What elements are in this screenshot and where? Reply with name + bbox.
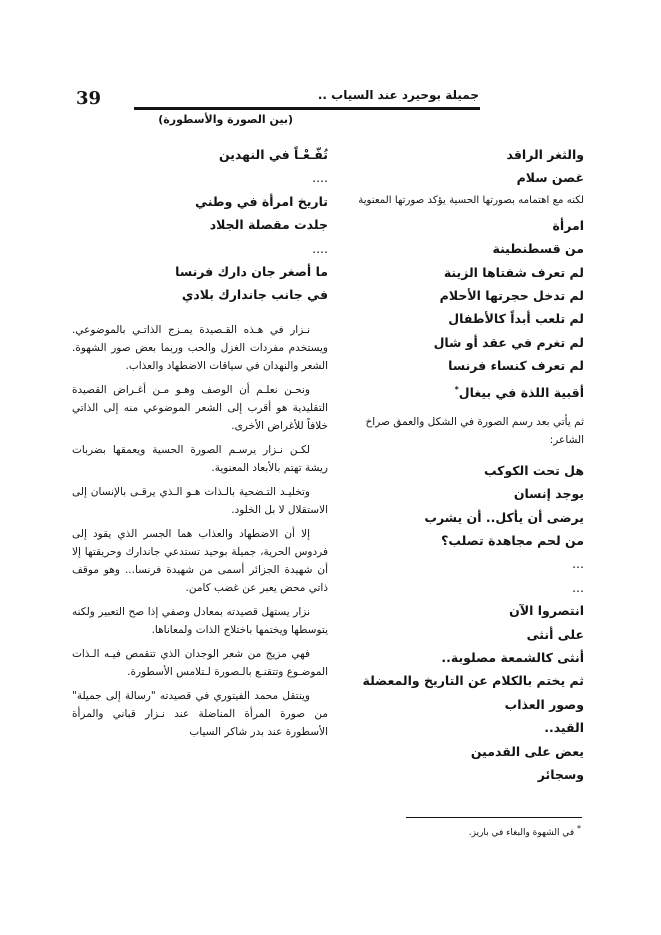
verse-ellipsis: ... [572,556,584,572]
verse-line: امرأة [552,217,584,233]
verse-line: لم تغرم في عقد أو شال [433,334,584,350]
verse-line: تاريخ امرأة في وطني [195,193,328,209]
verse-line: انتصروا الآن [509,603,584,619]
left-column [72,143,328,747]
prose-paragraph: فهي مزيج من شعر الوجدان الذي تتقمص فيـه الـذات الموضـوع وتتقنـع بالـصورة لـتلامس الأسطورة. [72,647,328,678]
prose-paragraph: نـزار في هـذه القـصيدة يمـزج الذاتـي بالموضوعي. ويستخدم مفردات الغزل والحب وربما بعض صور الشهوة. الشعر والنهدان في سياقات الاضطهاد والعذاب. [72,323,328,372]
prose-paragraph: ثم يأتي بعد رسم الصورة في الشكل والعمق صراخ الشاعر: [365,415,584,446]
verse-ellipsis: .... [312,240,328,256]
prose-paragraph: لكنه مع اهتمامه بصورتها الحسية يؤكد صورتها المعنوية [358,194,584,206]
prose-paragraph: إلا أن الاضطهاد والعذاب هما الجسر الذي يقود إلى فردوس الحرية، جميلة بوحيد تستدعي جاندارك وحريقتها إلا أن شهيدة الجزائر أسمى من شهيدة فرنسا... وهو موقف ذاتي محض يعبر عن غضب كامن. [72,527,328,594]
verse-line: يرضى أن يأكل.. أن يشرب [424,509,584,525]
verse-line: جلدت مقصلة الجلاد [209,217,328,233]
footnote-marker: * [454,384,459,394]
prose-paragraph: وينتقل محمد الفيتوري في قصيدته "رسالة إلى جميلة" من صورة المرأة المناضلة عند نـزار قباني والمرأة الأسطورة عند بدر شاكر السياب [72,689,328,738]
verse-line: ثم يختم بالكلام عن التاريخ والمعضلة [362,673,584,689]
verse-line: على أنثى [526,626,584,642]
right-column [346,143,584,786]
footnote-rule [406,817,582,818]
header-rule [134,107,480,110]
verse-line: في جانب جاندارك بلادي [181,287,328,303]
verse-line: وصور العذاب [504,696,584,712]
verse-line: لم تعرف شفتاها الزينة [443,264,584,280]
page-number: 39 [76,88,102,109]
verse-line: يعض على القدمين [470,743,584,759]
verse-line: من لحم مجاهدة تصلب؟ [441,533,584,549]
verse-line: يوجد إنسان [513,486,584,502]
verse-line: لم تلعب أبداً كالأطفال [448,311,584,327]
verse-line: والثغر الراقد [506,147,584,162]
verse-ellipsis: ... [572,579,584,595]
verse-line: لم تعرف كنساء فرنسا [448,358,584,374]
verse-line: هل تحت الكوكب [483,462,584,478]
footnote [469,824,581,838]
verse-line-with-footnote [346,378,584,401]
prose-paragraph: لكـن نـزار يرسـم الصورة الحسية ويعمقها بضربات ريشة تهتم بالأبعاد المعنوية. [72,443,328,474]
running-title: جميلة بوحيرد عند السياب .. [317,88,479,102]
verse-line: لم تدخل حجرتها الأحلام [439,287,584,303]
footnote-text: في الشهوة والبغاء في باريز. [468,828,575,838]
prose-paragraph: ونحـن نعلـم أن الوصف وهـو مـن أغـراض القصيدة التقليدية هو أقرب إلى الشعر الموضوعي منه إلى الذاتي خلافاً للأغراض الأخرى. [72,383,328,432]
verse-line: ما أصغر جان دارك فرنسا [175,263,328,279]
verse-line: من قسطنطينة [492,241,584,257]
verse-line: أنثى كالشمعة مصلوبة.. [441,650,584,666]
verse-ellipsis: .... [312,170,328,186]
verse-line: تُفّـعْـاً في النهدين [218,147,328,162]
prose-paragraph: نزار يستهل قصيدته بمعادل وصفي إذا صح التعبير ولكنه يتوسطها ويختمها باختلاج الذات ولمعاناها. [72,605,328,636]
prose-block [72,321,328,741]
running-subtitle: (بين الصورة والأسطورة) [158,113,293,126]
verse-line: غصن سلام [516,170,584,186]
verse-line: وسجائر [537,766,584,782]
verse-line: القيد.. [544,720,584,736]
footnote-marker: * [577,824,581,833]
verse-text: أقبية اللذة في بيغال [458,384,584,400]
prose-paragraph: وتخليـد التـضحية بالـذات هـو الـذي يرقـى بالإنسان إلى الاستقلال لا بل الخلود. [72,485,328,516]
